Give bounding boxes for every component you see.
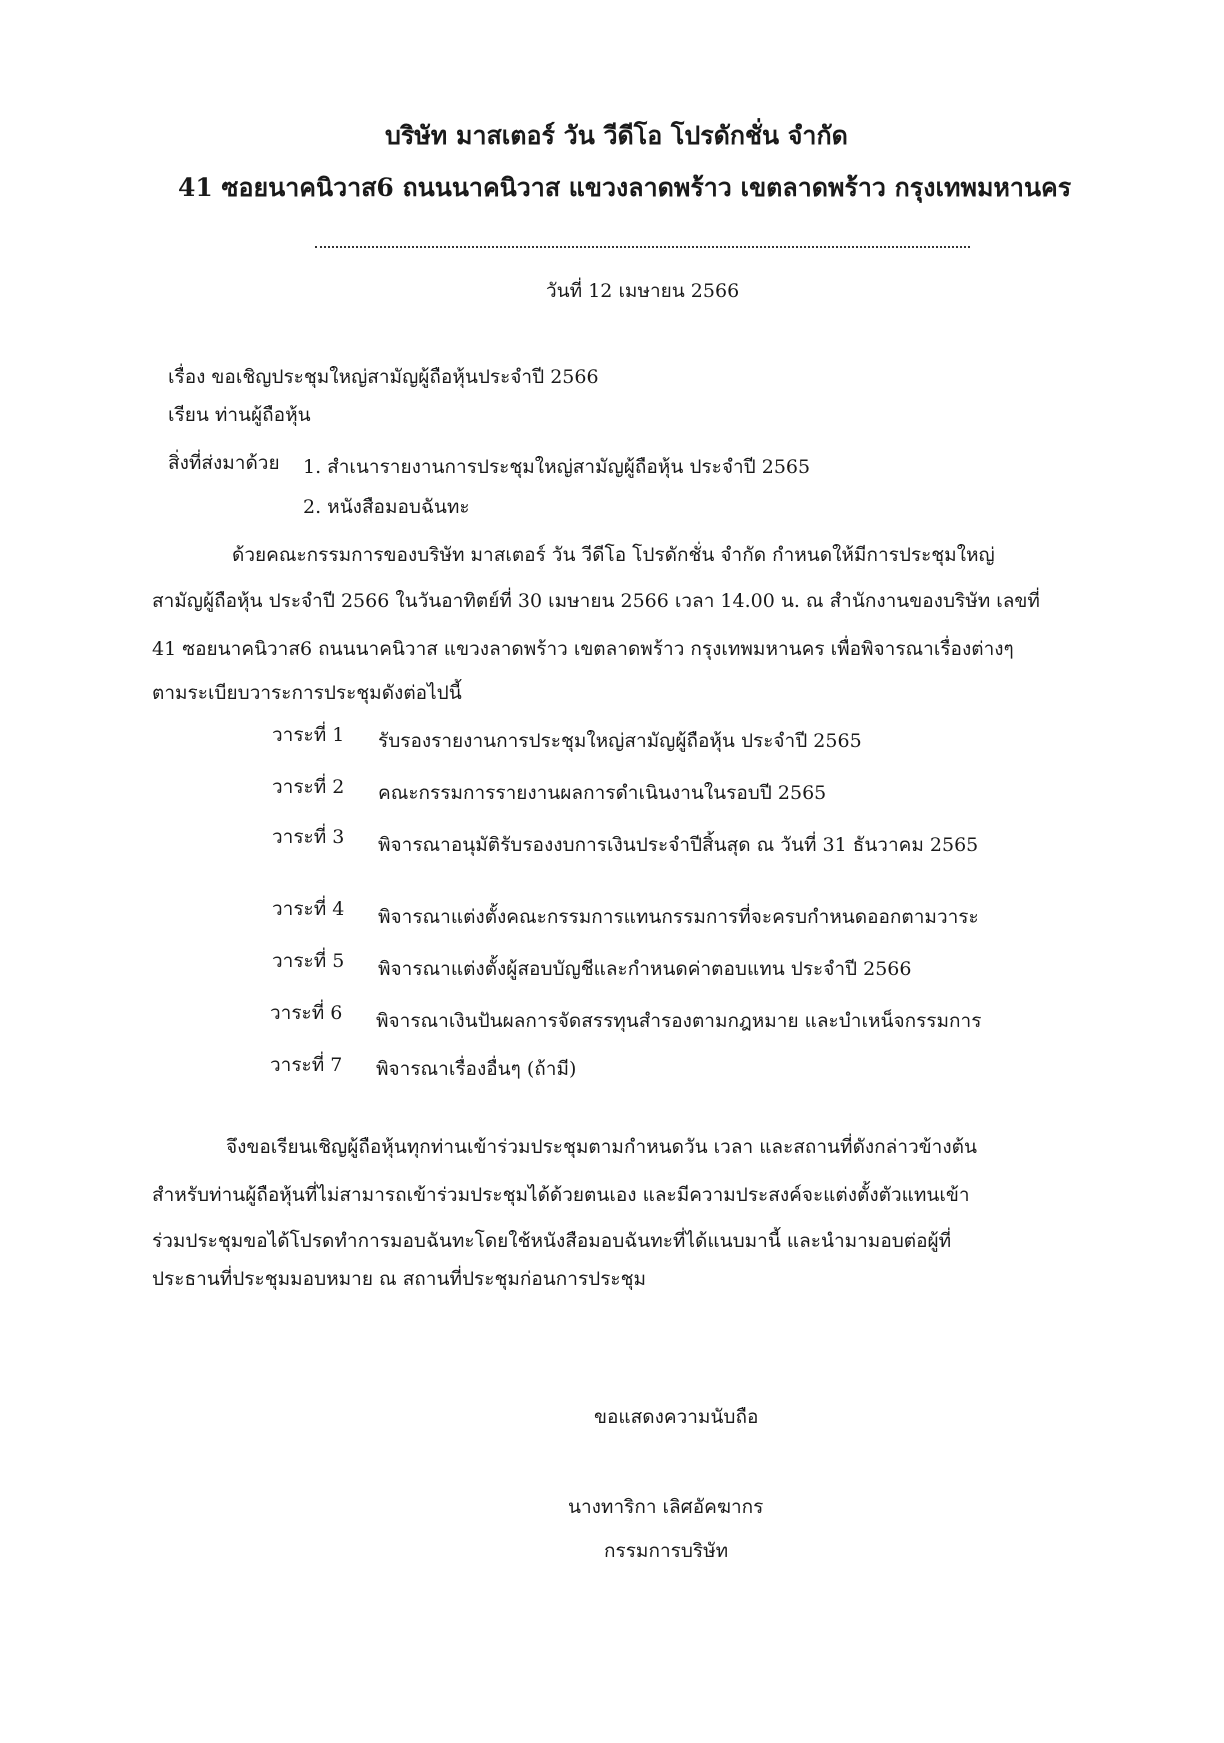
agenda-text: พิจารณาอนุมัติรับรองงบการเงินประจำปีสิ้นสุด ณ วันที่ 31 ธันวาคม 2565 <box>378 834 979 856</box>
intro-line-4: ตามระเบียบวาระการประชุมดังต่อไปนี้ <box>152 682 462 704</box>
signatory-name: นางทาริกา เลิศอัคฆากร <box>568 1496 764 1518</box>
agenda-number: วาระที่ 7 <box>270 1054 343 1076</box>
letter-recipient: เรียน ท่านผู้ถือหุ้น <box>168 404 311 426</box>
regards-text: ขอแสดงความนับถือ <box>594 1406 759 1428</box>
closing-line-2: สำหรับท่านผู้ถือหุ้นที่ไม่สามารถเข้าร่วมประชุมได้ด้วยตนเอง และมีความประสงค์จะแต่งตั้งตัวแทนเข้า <box>152 1184 970 1206</box>
intro-line-3: 41 ซอยนาคนิวาส6 ถนนนาคนิวาส แขวงลาดพร้าว เขตลาดพร้าว กรุงเทพมหานคร เพื่อพิจารณาเรื่องต่างๆ <box>152 638 1014 660</box>
agenda-text: คณะกรรมการรายงานผลการดำเนินงานในรอบปี 2565 <box>378 782 827 804</box>
dotted-divider <box>315 246 970 248</box>
closing-line-1: จึงขอเรียนเชิญผู้ถือหุ้นทุกท่านเข้าร่วมประชุมตามกำหนดวัน เวลา และสถานที่ดังกล่าวข้างต้น <box>226 1136 977 1158</box>
closing-line-4: ประธานที่ประชุมมอบหมาย ณ สถานที่ประชุมก่อนการประชุม <box>152 1268 647 1290</box>
agenda-text: พิจารณาแต่งตั้งคณะกรรมการแทนกรรมการที่จะครบกำหนดออกตามวาระ <box>378 906 979 928</box>
closing-line-3: ร่วมประชุมขอได้โปรดทำการมอบฉันทะโดยใช้หนังสือมอบฉันทะที่ได้แนบมานี้ และนำมามอบต่อผู้ที่ <box>152 1230 952 1252</box>
letter-date: วันที่ 12 เมษายน 2566 <box>546 280 740 302</box>
agenda-number: วาระที่ 6 <box>270 1002 343 1024</box>
agenda-number: วาระที่ 3 <box>272 826 345 848</box>
intro-line-2: สามัญผู้ถือหุ้น ประจำปี 2566 ในวันอาทิตย์ที่ 30 เมษายน 2566 เวลา 14.00 น. ณ สำนักงานของบริษัท เลขที่ <box>152 590 1040 612</box>
agenda-number: วาระที่ 4 <box>272 898 345 920</box>
agenda-number: วาระที่ 1 <box>272 724 345 746</box>
company-address: 41 ซอยนาคนิวาส6 ถนนนาคนิวาส แขวงลาดพร้าว เขตลาดพร้าว กรุงเทพมหานคร <box>178 173 1072 202</box>
agenda-text: รับรองรายงานการประชุมใหญ่สามัญผู้ถือหุ้น ประจำปี 2565 <box>378 730 862 752</box>
signatory-title: กรรมการบริษัท <box>604 1540 729 1562</box>
company-name: บริษัท มาสเตอร์ วัน วีดีโอ โปรดักชั่น จำกัด <box>385 121 848 150</box>
agenda-text: พิจารณาเงินปันผลการจัดสรรทุนสำรองตามกฎหมาย และบำเหน็จกรรมการ <box>376 1010 982 1032</box>
agenda-number: วาระที่ 5 <box>272 950 345 972</box>
agenda-text: พิจารณาเรื่องอื่นๆ (ถ้ามี) <box>376 1058 577 1080</box>
agenda-text: พิจารณาแต่งตั้งผู้สอบบัญชีและกำหนดค่าตอบแทน ประจำปี 2566 <box>378 958 912 980</box>
enclosures-label: สิ่งที่ส่งมาด้วย <box>168 452 280 474</box>
enclosure-item-2: 2. หนังสือมอบฉันทะ <box>303 496 470 518</box>
intro-line-1: ด้วยคณะกรรมการของบริษัท มาสเตอร์ วัน วีดีโอ โปรดักชั่น จำกัด กำหนดให้มีการประชุมใหญ่ <box>232 544 995 566</box>
letter-subject: เรื่อง ขอเชิญประชุมใหญ่สามัญผู้ถือหุ้นประจำปี 2566 <box>168 366 599 388</box>
agenda-number: วาระที่ 2 <box>272 776 345 798</box>
enclosure-item-1: 1. สำเนารายงานการประชุมใหญ่สามัญผู้ถือหุ้น ประจำปี 2565 <box>303 456 811 478</box>
